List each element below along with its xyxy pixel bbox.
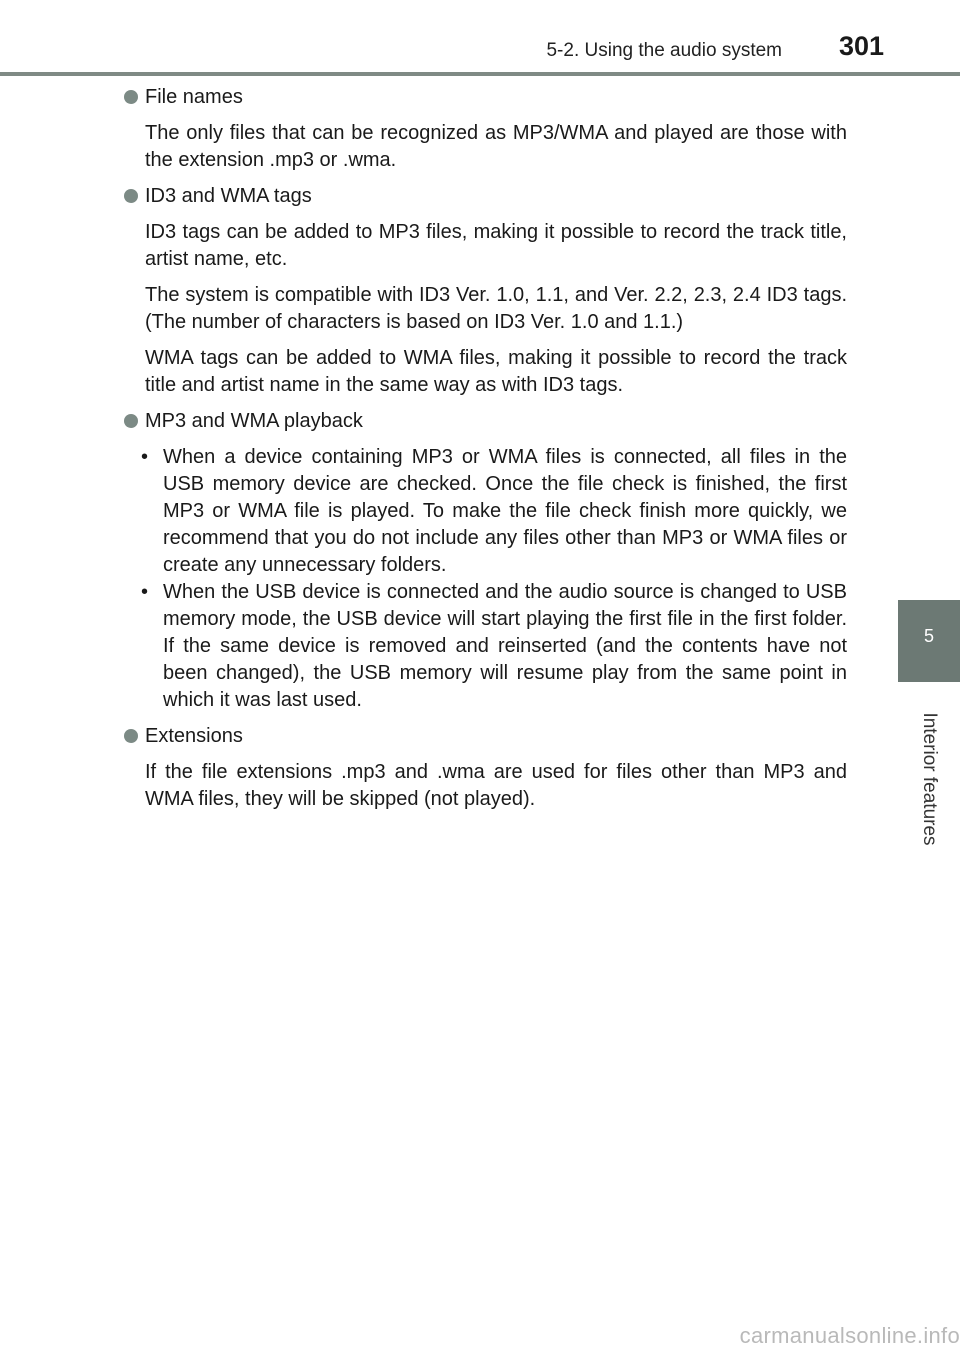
chapter-tab-label[interactable] xyxy=(898,682,960,877)
page-header xyxy=(0,0,960,78)
section-extensions xyxy=(127,723,847,813)
header-divider xyxy=(0,72,960,76)
section-heading xyxy=(127,84,847,111)
section-heading xyxy=(127,408,847,435)
circle-bullet-icon xyxy=(124,90,138,104)
paragraph: ID3 tags can be added to MP3 files, making it possible to record the track title, artist name, etc. xyxy=(145,221,847,270)
paragraph: WMA tags can be added to WMA files, making it possible to record the track title and artist name in the same way as with ID3 tags. xyxy=(145,347,847,396)
side-margin-bar xyxy=(898,877,960,1351)
section-id3-wma-tags xyxy=(127,183,847,399)
chapter-tab-text: Interior features xyxy=(919,712,940,846)
circle-bullet-icon xyxy=(124,189,138,203)
section-heading xyxy=(127,723,847,750)
chapter-tab-number[interactable]: 5 xyxy=(898,600,960,682)
paragraph: The only files that can be recognized as MP3/WMA and played are those with the extension .mp3 or .wma. xyxy=(145,122,847,171)
section-heading-text: ID3 and WMA tags xyxy=(145,185,312,207)
section-heading-text: MP3 and WMA playback xyxy=(145,410,363,432)
list-item xyxy=(141,444,847,579)
circle-bullet-icon xyxy=(124,729,138,743)
page-content xyxy=(127,84,847,822)
section-title: 5-2. Using the audio system xyxy=(546,40,782,61)
paragraph: The system is compatible with ID3 Ver. 1.0, 1.1, and Ver. 2.2, 2.3, 2.4 ID3 tags. (The number of characters is based on ID3 Ver. 1.0 and 1.1.) xyxy=(145,284,847,333)
section-heading-text: Extensions xyxy=(145,725,243,747)
watermark: carmanualsonline.info xyxy=(739,1323,960,1348)
list-item xyxy=(141,579,847,714)
list-item-text: When a device containing MP3 or WMA files is connected, all files in the USB memory device are checked. Once the file check is finished, the first MP3 or WMA file is played. To make the file check finish more quickly, we recommend that you do not include any files other than MP3 or WMA files or create any unnecessary folders. xyxy=(163,446,847,576)
section-mp3-wma-playback xyxy=(127,408,847,714)
page-number: 301 xyxy=(838,31,884,61)
circle-bullet-icon xyxy=(124,414,138,428)
paragraph: If the file extensions .mp3 and .wma are used for files other than MP3 and WMA files, they will be skipped (not played). xyxy=(145,761,847,810)
section-heading xyxy=(127,183,847,210)
bullet-dot-icon: • xyxy=(141,446,149,468)
bullet-dot-icon: • xyxy=(141,581,149,603)
section-file-names xyxy=(127,84,847,174)
section-heading-text: File names xyxy=(145,86,243,108)
list-item-text: When the USB device is connected and the audio source is changed to USB memory mode, the USB device will start playing the first file in the first folder. If the same device is removed and reinserted (and the contents have not been changed), the USB memory will resume play from the same point in which it was last used. xyxy=(163,581,847,711)
